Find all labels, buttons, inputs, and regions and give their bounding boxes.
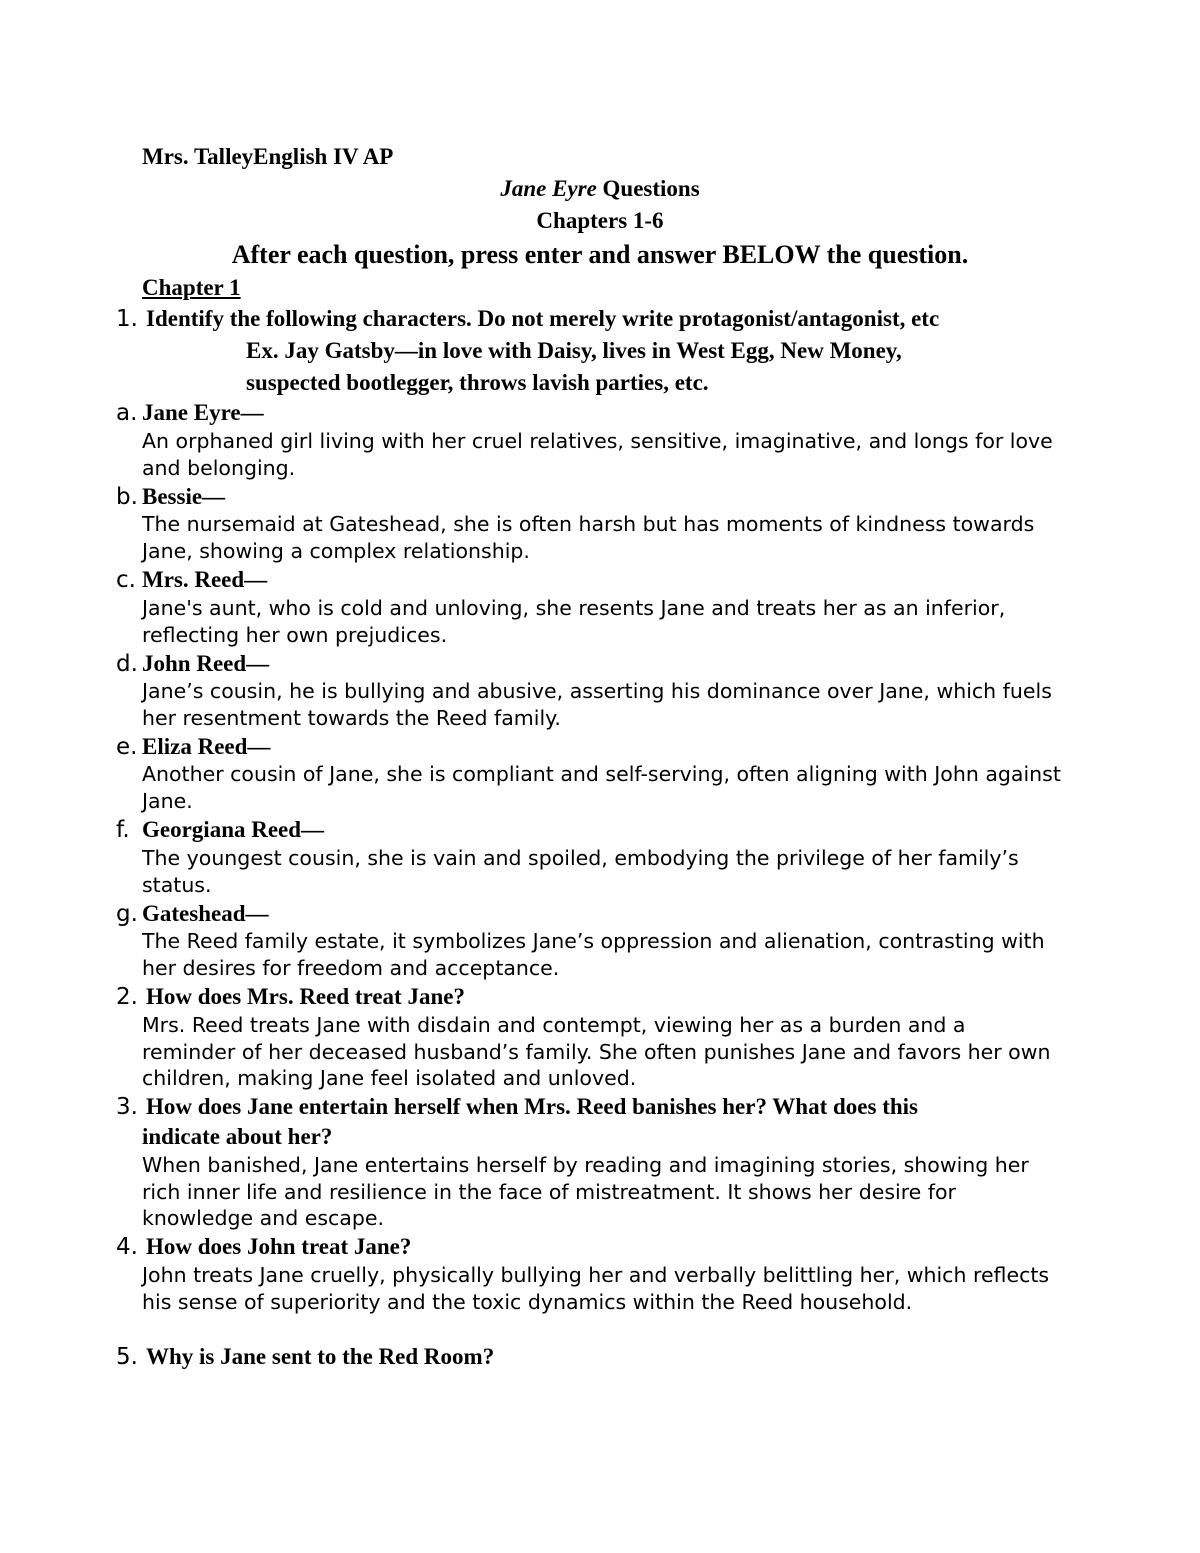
chapter-heading: Chapter 1 — [142, 275, 241, 300]
item-label: Georgiana Reed— — [142, 817, 325, 842]
item-letter: e. — [116, 734, 138, 760]
question-answer: When banished, Jane entertains herself by reading and imagining stories, showing her rich inner life and resilience in the face of mistreatment. It shows her desire for knowledge and escape. — [142, 1153, 1029, 1230]
item-answer: Another cousin of Jane, she is compliant and self-serving, often aligning with John against Jane. — [142, 762, 1061, 813]
question-number: 2. — [116, 984, 138, 1010]
question-number: 5. — [116, 1344, 138, 1370]
item-letter: f. — [116, 817, 130, 843]
item-label: Gateshead— — [142, 901, 269, 926]
question-answer: Mrs. Reed treats Jane with disdain and contempt, viewing her as a burden and a reminder of her deceased husband’s family. She often punishes Jane and favors her own children, making Jane feel isolated and unloved. — [142, 1013, 1051, 1090]
example-line: suspected bootlegger, throws lavish parties, etc. — [246, 370, 709, 395]
question-answer: John treats Jane cruelly, physically bullying her and verbally belittling her, which reflects his sense of superiority and the toxic dynamics within the Reed household. — [142, 1263, 1050, 1314]
item-answer: The youngest cousin, she is vain and spoiled, embodying the privilege of her family’s status. — [142, 846, 1019, 897]
item-label: Mrs. Reed— — [142, 567, 268, 592]
item-letter: a. — [116, 400, 138, 426]
question-number: 4. — [116, 1234, 138, 1260]
chapters-subtitle: Chapters 1-6 — [536, 208, 664, 233]
item-answer: An orphaned girl living with her cruel relatives, sensitive, imaginative, and longs for love and belonging. — [142, 429, 1053, 480]
question-text: How does Jane entertain herself when Mrs. Reed banishes her? What does this — [146, 1094, 918, 1119]
item-letter: d. — [116, 651, 138, 677]
question-text: Why is Jane sent to the Red Room? — [146, 1344, 495, 1369]
title-rest: Questions — [596, 176, 700, 201]
teacher-course-header: Mrs. TalleyEnglish IV AP — [142, 144, 394, 169]
item-label: Bessie— — [142, 484, 226, 509]
instruction-text: After each question, press enter and answer BELOW the question. — [231, 240, 969, 269]
item-letter: g. — [116, 901, 138, 927]
item-label: Jane Eyre— — [142, 400, 264, 425]
title-italic: Jane Eyre — [500, 176, 597, 201]
question-text-continued: indicate about her? — [142, 1124, 333, 1149]
question-number: 3. — [116, 1094, 138, 1120]
item-letter: c. — [116, 567, 136, 593]
question-text: Identify the following characters. Do not merely write protagonist/antagonist, etc — [146, 306, 940, 331]
item-answer: The nursemaid at Gateshead, she is often harsh but has moments of kindness towards Jane, showing a complex relationship. — [142, 512, 1035, 563]
question-number: 1. — [116, 306, 138, 332]
item-label: Eliza Reed— — [142, 734, 271, 759]
item-label: John Reed— — [142, 651, 270, 676]
question-text: How does John treat Jane? — [146, 1234, 412, 1259]
document-title — [0, 176, 1200, 202]
question-text: How does Mrs. Reed treat Jane? — [146, 984, 465, 1009]
example-line: Ex. Jay Gatsby—in love with Daisy, lives in West Egg, New Money, — [246, 338, 902, 363]
item-answer: The Reed family estate, it symbolizes Jane’s oppression and alienation, contrasting with her desires for freedom and acceptance. — [142, 929, 1045, 980]
item-answer: Jane’s cousin, he is bullying and abusive, asserting his dominance over Jane, which fuels her resentment towards the Reed family. — [142, 679, 1052, 730]
item-answer: Jane's aunt, who is cold and unloving, she resents Jane and treats her as an inferior, reflecting her own prejudices. — [142, 596, 1006, 647]
item-letter: b. — [116, 484, 138, 510]
